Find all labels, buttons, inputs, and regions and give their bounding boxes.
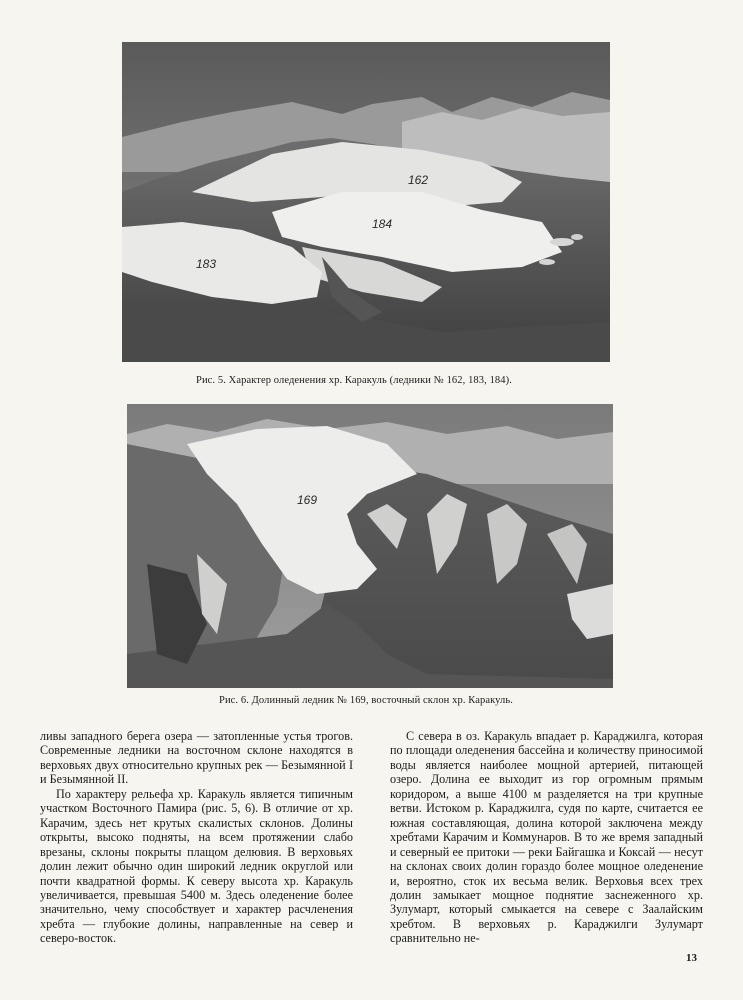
paragraph: ливы западного берега озера — затопленные устья трогов. Современные ледники на восточном склоне находятся в верховьях двух относительно крупных рек — Безымянной I и Безымянной II.	[40, 729, 353, 787]
text-column-right	[390, 729, 703, 946]
glacier-label-162: 162	[408, 173, 429, 187]
figure-6-caption: Рис. 6. Долинный ледник № 169, восточный склон хр. Каракуль.	[219, 695, 514, 706]
figure-5-caption: Рис. 5. Характер оледенения хр. Каракуль (ледники № 162, 183, 184).	[196, 375, 512, 386]
glacier-label-183: 183	[196, 257, 217, 271]
glacier-label-169: 169	[297, 493, 318, 507]
photo-glaciers-karakul-image	[122, 42, 610, 362]
photo-valley-glacier-169-image	[127, 404, 613, 688]
photo-valley-glacier-169	[127, 404, 613, 688]
paragraph: С севера в оз. Каракуль впадает р. Караджилга, которая по площади оледенения бассейна и количеству приносимой воды является наиболее мощной артерией, питающей озеро. Долина ее выходит из гор огромным прямым коридором, а выше 4100 м разделяется на три крупные ветви. Истоком р. Караджилга, судя по карте, считается ее южная составляющая, долина которой заключена между хребтами Карачим и Коммунаров. В то же время западный и северный ее притоки — реки Байгашка и Коксай — несут на склонах своих долин гораздо более мощное оледенение и, вероятно, сток их весьма велик. Верховья всех трех долин замыкает мощное поднятие заснеженного хр. Зулумарт, который смыкается на севере с Заалайским хребтом. В верховьях р. Караджилги Зулумарт сравнительно не-	[390, 729, 703, 946]
photo-glaciers-karakul	[122, 42, 610, 362]
text-column-left	[40, 729, 353, 946]
paragraph: По характеру рельефа хр. Каракуль является типичным участком Восточного Памира (рис. 5, 6). В отличие от хр. Карачим, здесь нет крутых скалистых склонов. Долины открыты, высоко подняты, на всем протяжении слабо врезаны, склоны покрыты плащом делювия. В верховьях долин лежит обычно один широкий ледник округлой или почти квадратной формы. К северу высота хр. Каракуль увеличивается, превышая 5400 м. Здесь оледенение более значительно, чему способствует и характер расчленения хребта — глубокие долины, направленные на север и северо-восток.	[40, 786, 353, 946]
glacier-label-184: 184	[372, 217, 393, 231]
page-number: 13	[686, 952, 697, 964]
